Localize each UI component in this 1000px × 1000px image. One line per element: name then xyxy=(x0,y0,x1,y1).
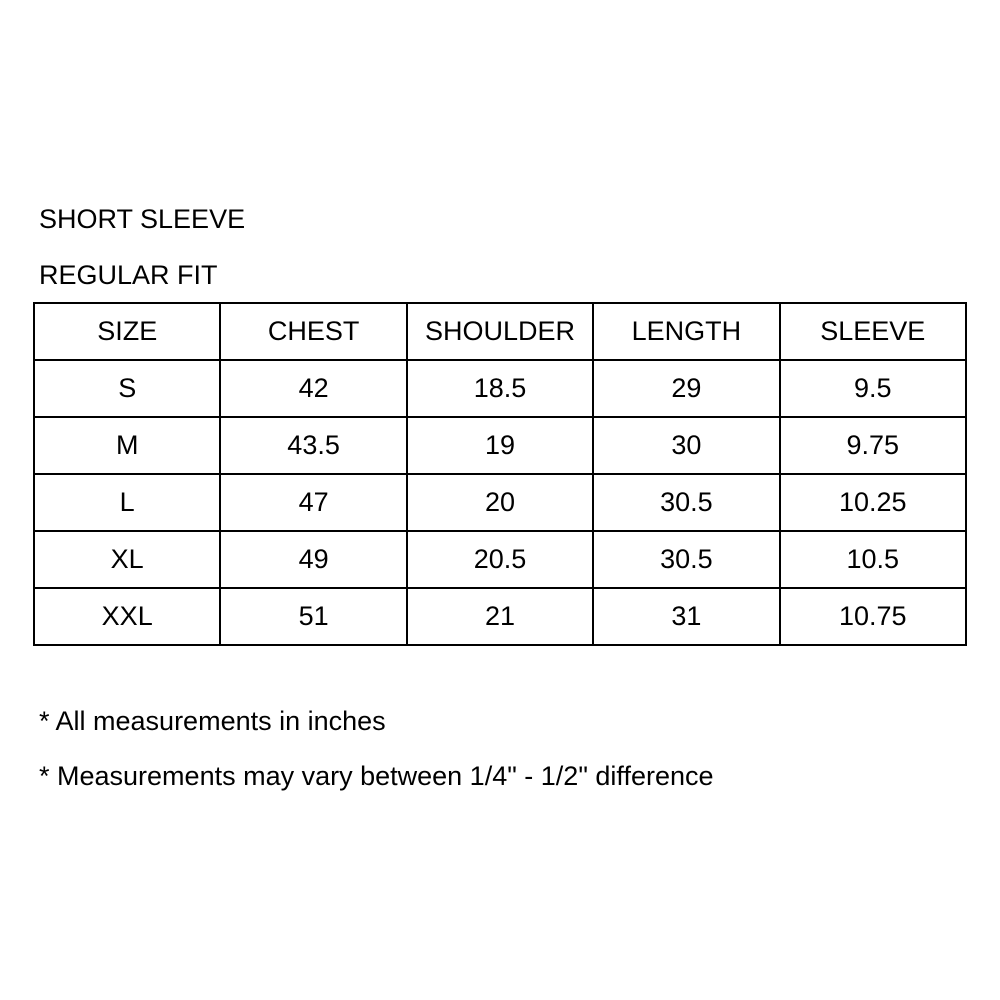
cell-size: M xyxy=(34,417,220,474)
cell-size: XXL xyxy=(34,588,220,645)
note-variance: * Measurements may vary between 1/4" - 1/2" difference xyxy=(39,761,714,791)
cell-chest: 47 xyxy=(220,474,406,531)
table-row xyxy=(34,417,966,474)
header-size: SIZE xyxy=(34,303,220,360)
cell-length: 30.5 xyxy=(593,531,779,588)
table-header-row xyxy=(34,303,966,360)
cell-shoulder: 18.5 xyxy=(407,360,593,417)
cell-shoulder: 19 xyxy=(407,417,593,474)
size-table xyxy=(33,302,967,646)
cell-length: 31 xyxy=(593,588,779,645)
cell-size: L xyxy=(34,474,220,531)
cell-length: 30 xyxy=(593,417,779,474)
fit-subtitle: REGULAR FIT xyxy=(39,260,218,290)
cell-sleeve: 9.5 xyxy=(780,360,966,417)
cell-shoulder: 20 xyxy=(407,474,593,531)
chart-title: SHORT SLEEVE xyxy=(39,204,246,234)
cell-shoulder: 21 xyxy=(407,588,593,645)
cell-sleeve: 9.75 xyxy=(780,417,966,474)
header-shoulder: SHOULDER xyxy=(407,303,593,360)
header-length: LENGTH xyxy=(593,303,779,360)
cell-chest: 42 xyxy=(220,360,406,417)
cell-chest: 51 xyxy=(220,588,406,645)
cell-length: 30.5 xyxy=(593,474,779,531)
cell-sleeve: 10.25 xyxy=(780,474,966,531)
table-row xyxy=(34,360,966,417)
cell-length: 29 xyxy=(593,360,779,417)
header-chest: CHEST xyxy=(220,303,406,360)
cell-size: S xyxy=(34,360,220,417)
cell-chest: 49 xyxy=(220,531,406,588)
table-row xyxy=(34,474,966,531)
note-units: * All measurements in inches xyxy=(39,706,386,736)
table-row xyxy=(34,531,966,588)
header-sleeve: SLEEVE xyxy=(780,303,966,360)
cell-sleeve: 10.75 xyxy=(780,588,966,645)
cell-chest: 43.5 xyxy=(220,417,406,474)
cell-sleeve: 10.5 xyxy=(780,531,966,588)
table-row xyxy=(34,588,966,645)
cell-size: XL xyxy=(34,531,220,588)
cell-shoulder: 20.5 xyxy=(407,531,593,588)
